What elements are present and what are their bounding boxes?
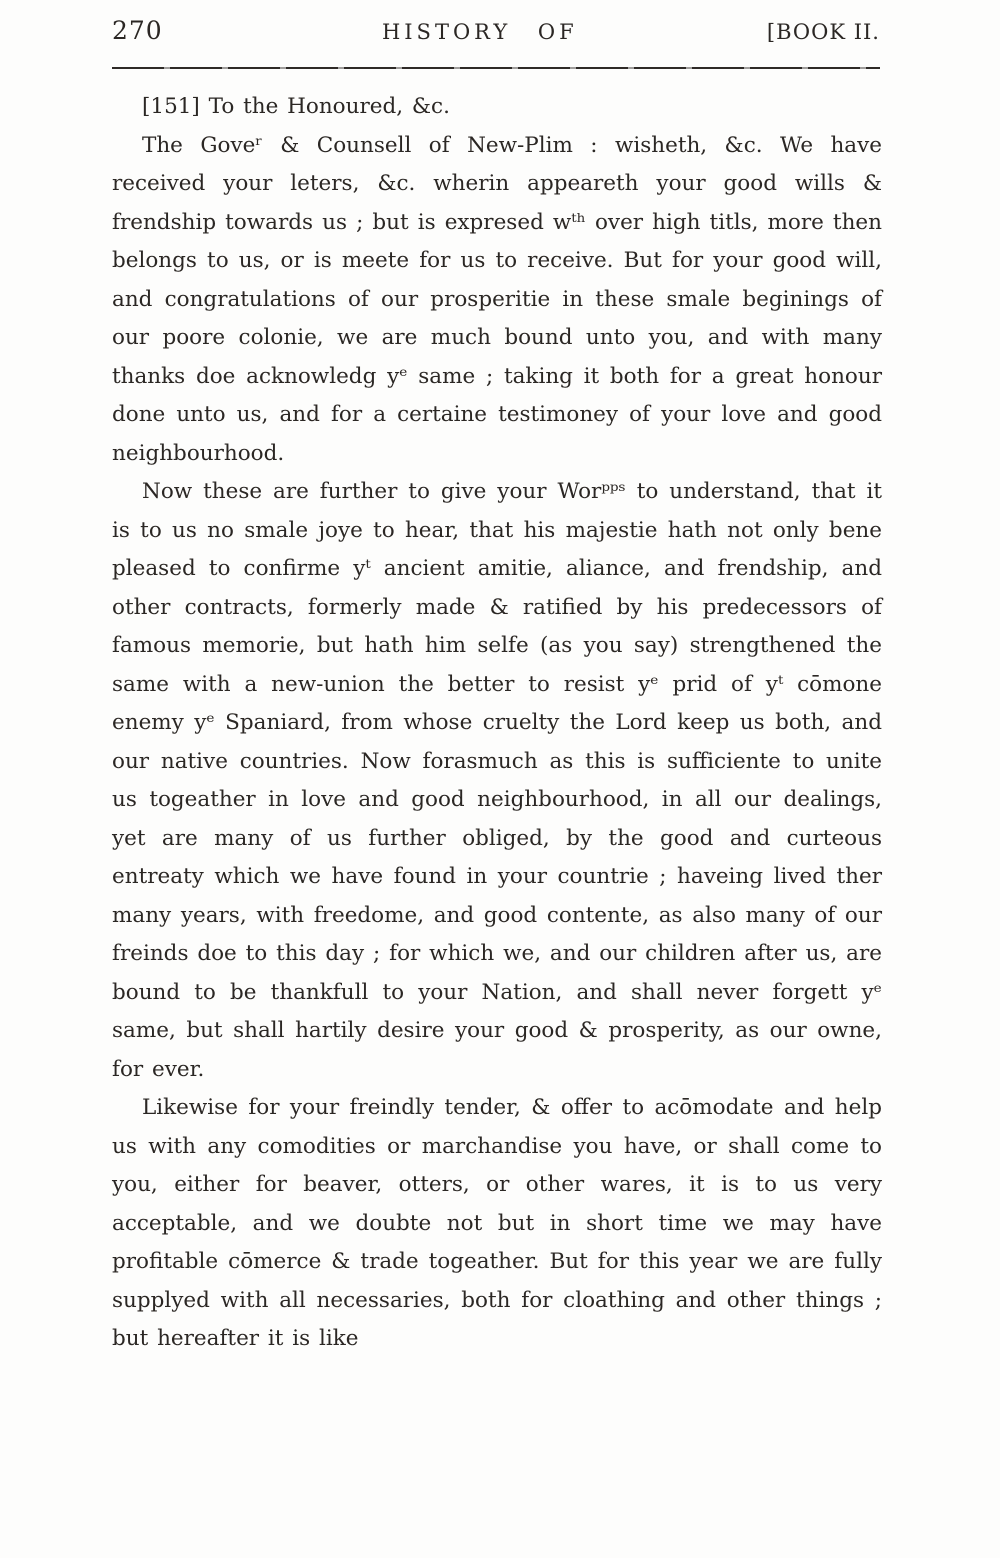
- letter-body: [112, 88, 882, 1359]
- salutation-paragraph: [151] To the Honoured, &c.: [142, 94, 450, 119]
- letter-paragraph-trade: Likewise for your freindly tender, & offer to acōmodate and help us with any comodities or marchandise you have, or shall come to you, either for beaver, otters, or other wares, it is to us very acceptable, and we doubte not but in short time we may have profitable cōmerce & trade togeather. But for this year we are fully supplyed with all necessaries, both for cloathing and other things ; but hereafter it is like: [112, 1095, 882, 1351]
- page-number: 270: [112, 16, 163, 45]
- running-title: HISTORY OF: [381, 20, 578, 44]
- book-label: [BOOK II.: [766, 20, 880, 44]
- page-header: [112, 16, 880, 45]
- header-rule: [112, 67, 880, 69]
- letter-paragraph-amity: Now these are further to give your Worᵖᵖˢ to understand, that it is to us no smale joye to hear, that his majestie hath not only bene pleased to confirme yᵗ ancient amitie, aliance, and frendship, and other contracts, formerly made & ratified by his predecessors of famous memorie, but hath him selfe (as you say) strengthened the same with a new-union the better to resist yᵉ prid of yᵗ cōmone enemy yᵉ Spaniard, from whose cruelty the Lord keep us both, and our native countries. Now forasmuch as this is sufficiente to unite us togeather in love and good neighbourhood, in all our dealings, yet are many of us further obliged, by the good and curteous entreaty which we have found in your countrie ; haveing lived ther many years, with freedome, and good contente, as also many of our freinds doe to this day ; for which we, and our children after us, are bound to be thankfull to your Nation, and shall never forgett yᵉ same, but shall hartily desire your good & prosperity, as our owne, for ever.: [112, 479, 882, 1082]
- letter-paragraph-greeting: The Goveʳ & Counsell of New-Plim : wisheth, &c. We have received your leters, &c. wherin appeareth your good wills & frendship towards us ; but is expresed wᵗʰ over high titls, more then belongs to us, or is meete for us to receive. But for your good will, and congratulations of our prosperitie in these smale beginings of our poore colonie, we are much bound unto you, and with many thanks doe acknowledg yᵉ same ; taking it both for a great honour done unto us, and for a certaine testimoney of your love and good neighbourhood.: [112, 132, 882, 466]
